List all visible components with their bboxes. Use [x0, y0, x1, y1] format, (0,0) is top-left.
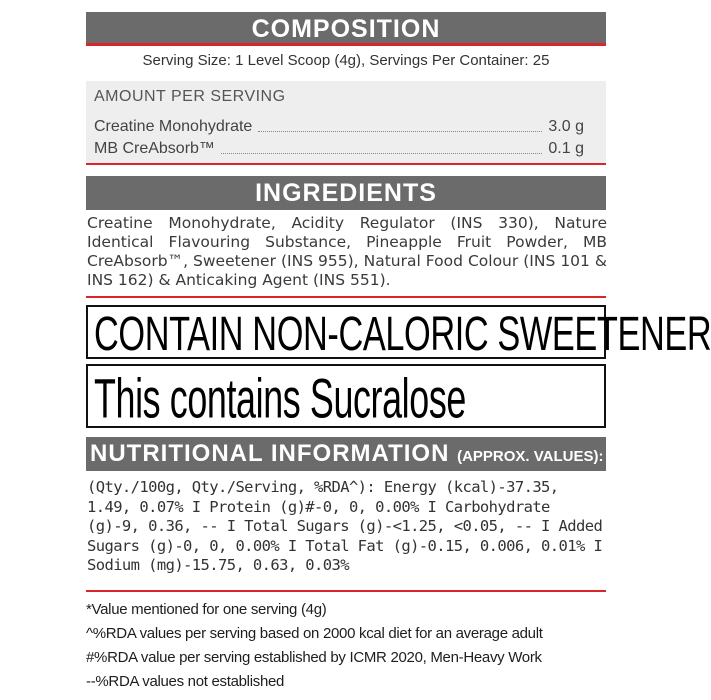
amount-accent-line — [86, 163, 606, 165]
nutrient-row-creabsorb — [94, 138, 584, 158]
nutrition-title: NUTRITIONAL INFORMATION — [90, 440, 450, 467]
dotted-leader — [258, 131, 542, 132]
nutrient-name: MB CreAbsorb™ — [94, 140, 215, 157]
sucralose-warning-text: This contains Sucralose — [94, 367, 466, 430]
nutrient-name: Creatine Monohydrate — [94, 118, 253, 135]
ingredients-accent-line — [86, 296, 606, 298]
sweetener-warning-text: CONTAIN NON-CALORIC SWEETENER — [94, 307, 711, 361]
nutrient-value: 3.0 g — [548, 118, 584, 135]
composition-title: COMPOSITION — [251, 15, 441, 43]
amount-per-serving-heading: AMOUNT PER SERVING — [94, 88, 286, 105]
ingredients-title: INGREDIENTS — [255, 179, 437, 207]
ingredients-header — [86, 176, 606, 210]
serving-info: Serving Size: 1 Level Scoop (4g), Servings Per Container: 25 — [142, 52, 550, 69]
footnote: --%RDA values not established — [86, 673, 285, 690]
footnote: ^%RDA values per serving based on 2000 kcal diet for an average adult — [86, 625, 543, 642]
footnotes — [86, 598, 606, 694]
nutrition-title-wrap — [90, 440, 604, 468]
composition-accent-line — [86, 43, 606, 46]
amount-per-serving-box — [86, 81, 606, 165]
footnote: *Value mentioned for one serving (4g) — [86, 601, 327, 618]
ingredients-text: Creatine Monohydrate, Acidity Regulator (INS 330), Nature Identical Flavouring Substance, Pineapple Fruit Powder, MB CreAbsorb™, Sweetener (INS 955), Natural Food Colour (INS 101 & INS 162) & Anticaking Agent (INS 551). — [87, 214, 607, 289]
composition-header — [86, 12, 606, 46]
nutrient-value: 0.1 g — [548, 140, 584, 157]
sucralose-warning-box — [86, 364, 606, 428]
footnote-separator — [86, 590, 606, 592]
nutrient-row-creatine — [94, 116, 584, 136]
nutrition-text: (Qty./100g, Qty./Serving, %RDA^): Energy (kcal)-37.35, 1.49, 0.07% I Protein (g)#-0, 0, 0.00% I Carbohydrate (g)-9, 0.36, -- I Total Sugars (g)-<1.25, <0.05, -- I Added Sugars (g)-0, 0, 0.00% I Total Fat (g)-0.15, 0.006, 0.01% I Sodium (mg)-15.75, 0.63, 0.03% — [87, 478, 603, 574]
sweetener-warning-box — [86, 305, 711, 361]
nutrition-subtitle: (APPROX. VALUES): — [457, 448, 604, 465]
nutrition-header — [86, 437, 606, 471]
footnote: #%RDA value per serving established by ICMR 2020, Men-Heavy Work — [86, 649, 542, 666]
dotted-leader — [221, 153, 542, 154]
